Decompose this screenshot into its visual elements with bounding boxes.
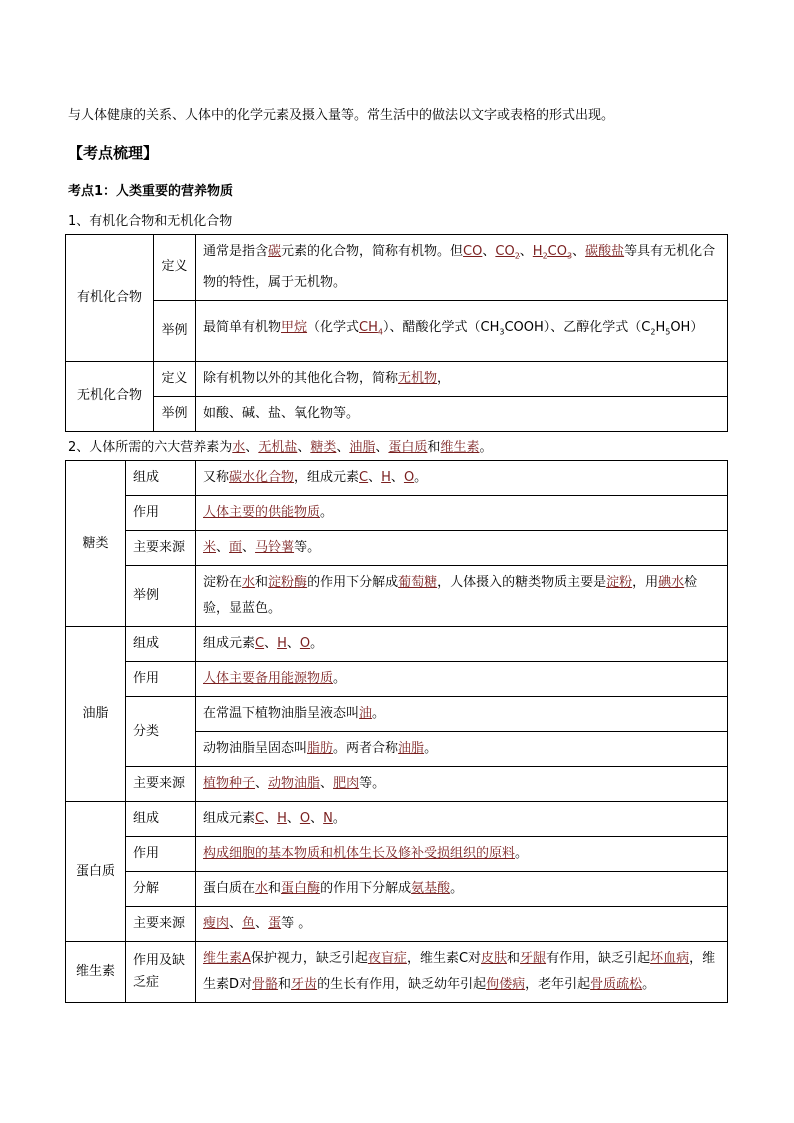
table-row — [66, 361, 728, 396]
table-row — [66, 662, 728, 697]
table-row — [66, 566, 728, 627]
table-row — [66, 907, 728, 942]
sugar-header: 糖类 — [66, 461, 126, 627]
function-label: 作用 — [126, 662, 196, 697]
source-label: 主要来源 — [126, 531, 196, 566]
example-label: 举例 — [154, 300, 196, 361]
organic-example: 最简单有机物甲烷（化学式$CH_4$）、醋酸化学式$(CH_3COOH)$、乙醇化学式$(C_2H_5OH)$ — [196, 300, 728, 361]
vitamin-text: 维生素A保护视力，缺乏引起夜盲症，维生素C对皮肤和牙龈有作用，缺乏引起坏血病，维生素D对骨骼和牙齿的生长有作用，缺乏幼年引起佝偻病，老年引起骨质疏松。 — [196, 942, 728, 1003]
table-row — [66, 531, 728, 566]
subsection-1-title: 1、有机化合物和无机化合物 — [68, 214, 233, 229]
table-row — [66, 496, 728, 531]
sugar-example: 淀粉在水和淀粉酶的作用下分解成葡萄糖，人体摄入的糖类物质主要是淀粉，用碘水检验，显蓝色。 — [196, 566, 728, 627]
key-point-1-title: 考点1：人类重要的营养物质 — [68, 184, 234, 199]
organic-inorganic-table — [65, 234, 728, 432]
protein-decompose: 蛋白质在水和蛋白酶的作用下分解成氨基酸。 — [196, 872, 728, 907]
sugar-composition: 又称碳水化合物，组成元素C、H、O。 — [196, 461, 728, 496]
fat-function: 人体主要备用能源物质。 — [196, 662, 728, 697]
table-row — [66, 300, 728, 361]
table-row — [66, 396, 728, 431]
protein-function: 构成细胞的基本物质和机体生长及修补受损组织的原料。 — [196, 837, 728, 872]
decompose-label: 分解 — [126, 872, 196, 907]
intro-text: 与人体健康的关系、人体中的化学元素及摄入量等。常生活中的做法以文字或表格的形式出现。 — [68, 108, 615, 123]
protein-source: 瘦肉、鱼、蛋等 。 — [196, 907, 728, 942]
function-label: 作用 — [126, 837, 196, 872]
protein-composition: 组成元素C、H、O、N。 — [196, 802, 728, 837]
subsection-2-title: 2、人体所需的六大营养素为水、无机盐、糖类、油脂、蛋白质和维生素。 — [68, 440, 493, 455]
table-row — [66, 837, 728, 872]
vitamin-header: 维生素 — [66, 942, 126, 1003]
table-row — [66, 697, 728, 732]
source-label: 主要来源 — [126, 907, 196, 942]
table-row — [66, 767, 728, 802]
section-title: 【考点梳理】 — [68, 144, 159, 162]
function-label: 作用 — [126, 496, 196, 531]
fat-composition: 组成元素C、H、O。 — [196, 627, 728, 662]
inorganic-compound-header: 无机化合物 — [66, 361, 154, 431]
sugar-function: 人体主要的供能物质。 — [196, 496, 728, 531]
composition-label: 组成 — [126, 461, 196, 496]
example-label: 举例 — [154, 396, 196, 431]
definition-label: 定义 — [154, 361, 196, 396]
table-row — [66, 872, 728, 907]
fat-source: 植物种子、动物油脂、肥肉等。 — [196, 767, 728, 802]
table-row — [66, 461, 728, 496]
class-label: 分类 — [126, 697, 196, 767]
table-row — [66, 942, 728, 1003]
protein-header: 蛋白质 — [66, 802, 126, 942]
table-row — [66, 802, 728, 837]
fat-header: 油脂 — [66, 627, 126, 802]
source-label: 主要来源 — [126, 767, 196, 802]
table-row — [66, 627, 728, 662]
sugar-source: 米、面、马铃薯等。 — [196, 531, 728, 566]
inorganic-definition: 除有机物以外的其他化合物，简称无机物， — [196, 361, 728, 396]
function-deficiency-label: 作用及缺乏症 — [126, 942, 196, 1003]
nutrients-table — [65, 460, 728, 1003]
inorganic-example: 如酸、碱、盐、氧化物等。 — [196, 396, 728, 431]
definition-label: 定义 — [154, 235, 196, 301]
composition-label: 组成 — [126, 627, 196, 662]
organic-definition: 通常是指含碳元素的化合物，简称有机物。但CO、$CO_2$、$H_2CO_3$、碳酸盐等具有无机化合物的特性，属于无机物。 — [196, 235, 728, 301]
fat-class-2: 动物油脂呈固态叫脂肪。两者合称油脂。 — [196, 732, 728, 767]
example-label: 举例 — [126, 566, 196, 627]
fat-class-1: 在常温下植物油脂呈液态叫油。 — [196, 697, 728, 732]
organic-compound-header: 有机化合物 — [66, 235, 154, 362]
table-row — [66, 235, 728, 301]
composition-label: 组成 — [126, 802, 196, 837]
